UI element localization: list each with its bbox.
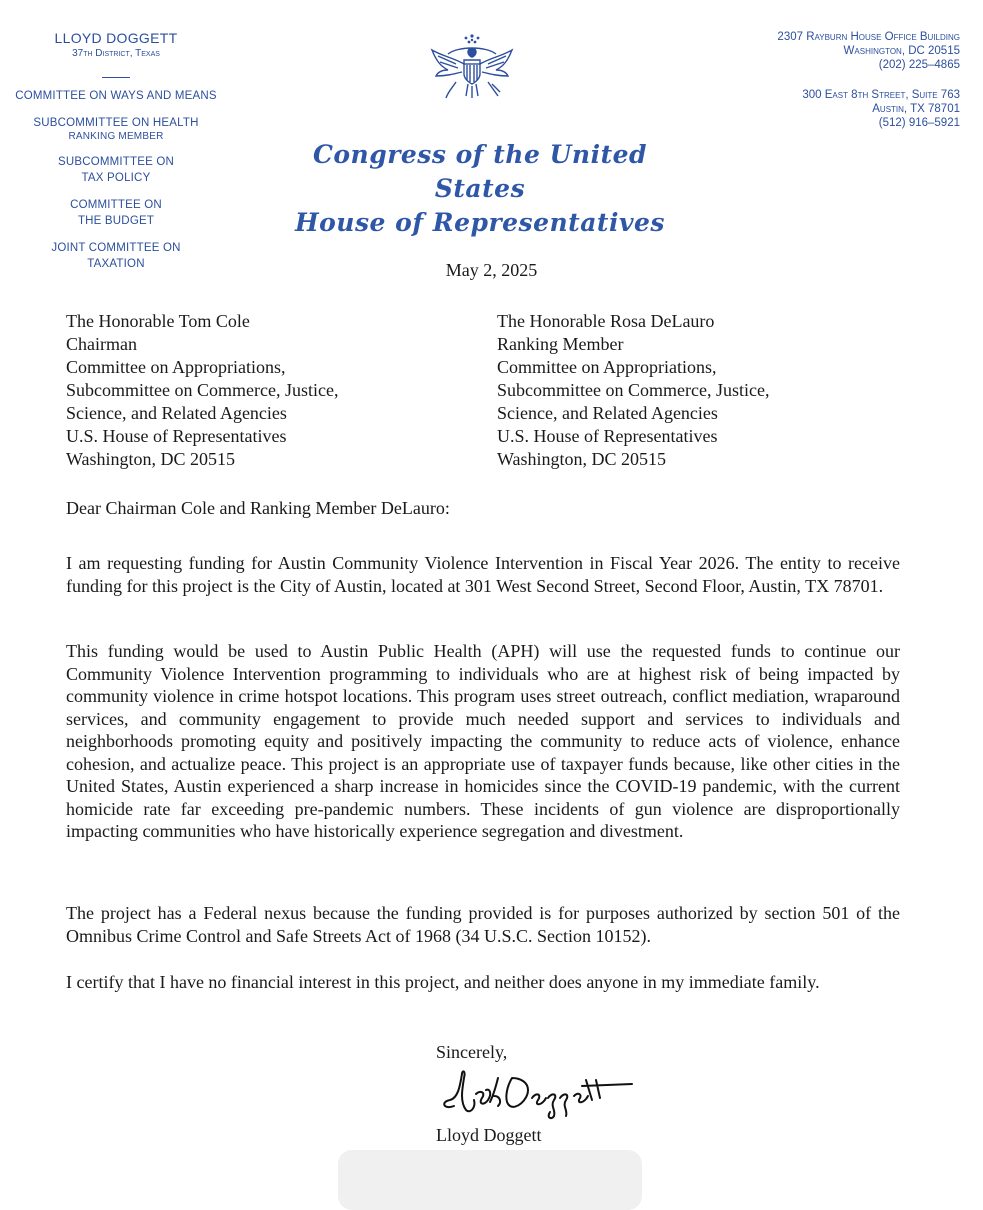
committee-line: TAXATION (87, 258, 145, 270)
divider (102, 77, 130, 78)
address-line: 300 East 8th Street, Suite 763 (802, 89, 960, 101)
great-seal-eagle-icon (426, 30, 518, 106)
representative-name: LLOYD DOGGETT (54, 30, 178, 46)
recipient-block-delauro (497, 310, 769, 471)
handwritten-signature (436, 1066, 636, 1122)
letterhead-title (270, 138, 690, 240)
recipient-line: Committee on Appropriations, (66, 357, 286, 377)
recipient-line: Committee on Appropriations, (497, 357, 717, 377)
address-line: 2307 Rayburn House Office Building (777, 31, 960, 43)
recipient-line: Washington, DC 20515 (66, 449, 236, 469)
phone-number: (202) 225–4865 (878, 59, 960, 71)
committee-role: RANKING MEMBER (68, 131, 164, 142)
dc-office-address (700, 30, 960, 72)
address-line: Austin, TX 78701 (872, 103, 960, 115)
austin-office-address (700, 88, 960, 130)
recipient-line: Subcommittee on Commerce, Justice, (66, 380, 339, 400)
address-line: Washington, DC 20515 (843, 45, 960, 57)
letterhead-right-column (700, 30, 960, 146)
recipient-line: Chairman (66, 334, 137, 354)
recipient-line: Washington, DC 20515 (497, 449, 667, 469)
title-house: House of Representatives (295, 208, 665, 237)
recipient-line: Science, and Related Agencies (497, 403, 718, 423)
letterhead-left-column (0, 30, 232, 283)
recipient-line: The Honorable Tom Cole (66, 311, 250, 331)
title-congress: Congress of the United States (312, 140, 648, 203)
recipient-block-cole (66, 310, 338, 471)
recipient-line: U.S. House of Representatives (66, 426, 287, 446)
subcommittee-health (0, 115, 232, 143)
committee-line: THE BUDGET (77, 215, 155, 227)
committee-line: COMMITTEE ON WAYS AND MEANS (15, 90, 217, 102)
recipient-line: Ranking Member (497, 334, 624, 354)
recipient-line: Subcommittee on Commerce, Justice, (497, 380, 770, 400)
body-paragraph-federal-nexus: The project has a Federal nexus because the funding provided is for purposes authorized by section 501 of the Omnibus Crime Control and Safe Streets Act of 1968 (34 U.S.C. Section 10152). (66, 903, 900, 946)
closing: Sincerely, (436, 1042, 508, 1062)
salutation: Dear Chairman Cole and Ranking Member DeLauro: (66, 498, 450, 518)
committee-line: JOINT COMMITTEE ON (51, 242, 181, 254)
letter-date: May 2, 2025 (445, 260, 538, 280)
signer-name: Lloyd Doggett (436, 1125, 542, 1145)
subcommittee-tax-policy (0, 154, 232, 186)
recipient-line: Science, and Related Agencies (66, 403, 287, 423)
bottom-overlay (338, 1150, 642, 1210)
body-paragraph-purpose: This funding would be used to Austin Public Health (APH) will use the requested funds to continue our Community Violence Intervention programming to individuals who are at highest risk of being impacted by community violence in crime hotspot locations. This program uses street outreach, conflict mediation, wraparound services, and community engagement to provide much needed support and services to individuals and neighborhoods promoting equity and positively impacting the community to reduce acts of violence, enhance cohesion, and actualize peace. This project is an appropriate use of taxpayer funds because, like other cities in the United States, Austin experienced a sharp increase in homicides since the COVID-19 pandemic, with the current homicide rate far exceeding pre-pandemic numbers. These incidents of gun violence are disproportionally impacting communities who have historically experience segregation and divestment. (66, 641, 900, 841)
committee-line: SUBCOMMITTEE ON HEALTH (33, 117, 199, 129)
recipient-line: U.S. House of Representatives (497, 426, 718, 446)
district: 37th District, Texas (72, 48, 160, 59)
committee-ways-and-means (0, 88, 232, 104)
phone-number: (512) 916–5921 (878, 117, 960, 129)
committee-line: COMMITTEE ON (70, 199, 162, 211)
committee-line: TAX POLICY (81, 172, 151, 184)
body-paragraph-certification: I certify that I have no financial interest in this project, and neither does anyone in my immediate family. (66, 972, 820, 992)
recipient-line: The Honorable Rosa DeLauro (497, 311, 715, 331)
committee-budget (0, 197, 232, 229)
committee-line: SUBCOMMITTEE ON (57, 156, 175, 168)
body-paragraph-request: I am requesting funding for Austin Community Violence Intervention in Fiscal Year 2026. The entity to receive funding for this project is the City of Austin, located at 301 West Second Street, Second Floor, Austin, TX 78701. (66, 553, 900, 596)
